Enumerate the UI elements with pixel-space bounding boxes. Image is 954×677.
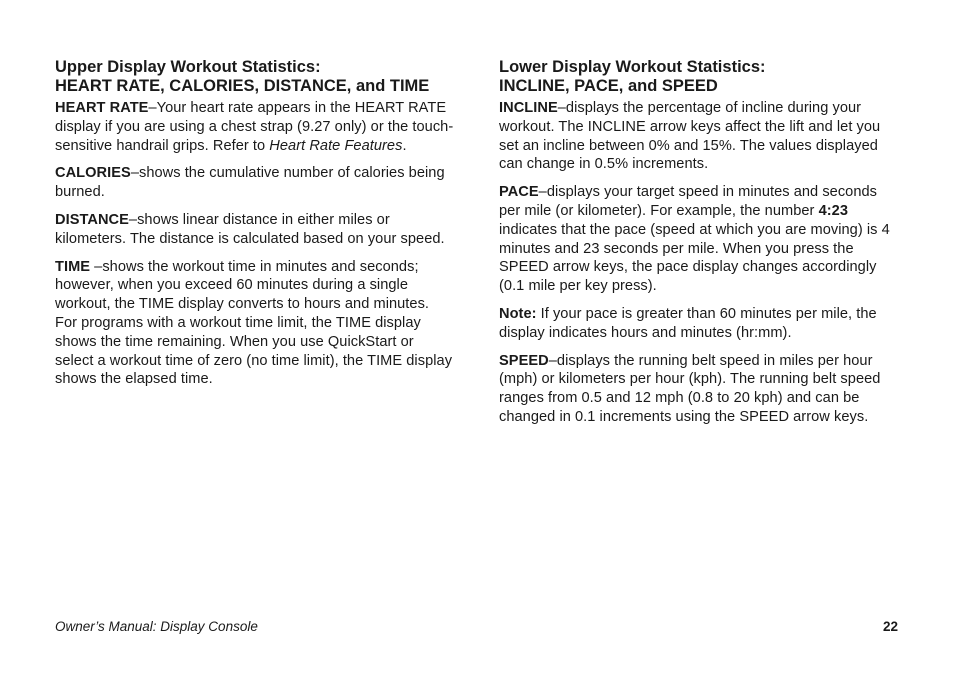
pace-text-2: indicates that the pace (speed at which you are moving) is 4 minutes and 23 seconds per mile. When you press the SPEED arrow keys, the pace display changes accordingly (0.1 mile per key press). <box>499 221 890 295</box>
pace-example: 4:23 <box>818 202 848 219</box>
speed-paragraph <box>499 352 899 427</box>
pace-text-1: –displays your target speed in minutes and seconds per mile (or kilometer). For example, the number <box>499 184 878 219</box>
calories-paragraph <box>55 164 455 202</box>
heart-rate-paragraph <box>55 99 455 155</box>
time-term: TIME <box>55 258 91 275</box>
heading-line-2: HEART RATE, CALORIES, DISTANCE, and TIME <box>55 77 430 95</box>
note-term: Note: <box>499 305 537 322</box>
right-column <box>499 58 899 436</box>
distance-text: –shows linear distance in either miles or kilometers. The distance is calculated based on your speed. <box>55 211 445 247</box>
heart-rate-term: HEART RATE <box>55 100 149 116</box>
left-column <box>55 58 455 398</box>
incline-text: –displays the percentage of incline during your workout. The INCLINE arrow keys affect the lift and let you set an incline between 0% and 15%. The values displayed can change in 0.5% increments. <box>499 100 881 173</box>
heading-line-1: Lower Display Workout Statistics: <box>499 58 766 76</box>
pace-term: PACE <box>499 184 539 201</box>
heart-rate-text: –Your heart rate appears in the HEART RATE display if you are using a chest strap (9.27 only) or the touch-sensitive handrail grips. Refer to <box>55 100 454 154</box>
incline-term: INCLINE <box>499 100 558 116</box>
incline-paragraph <box>499 99 899 174</box>
speed-text: –displays the running belt speed in miles per hour (mph) or kilometers per hour (kph). The running belt speed ranges from 0.5 and 12 mph (0.8 to 20 kph) and can be changed in 0.1 increments using the SPEED arrow keys. <box>499 352 881 425</box>
speed-term: SPEED <box>499 352 549 369</box>
note-text: If your pace is greater than 60 minutes per mile, the display indicates hours and minutes (hr:mm). <box>499 305 877 341</box>
lower-display-heading <box>499 58 899 96</box>
heading-line-1: Upper Display Workout Statistics: <box>55 58 321 76</box>
calories-text: –shows the cumulative number of calories being burned. <box>55 165 445 201</box>
heart-rate-reference: Heart Rate Features <box>269 137 403 154</box>
heart-rate-end: . <box>402 137 407 154</box>
distance-paragraph <box>55 211 455 249</box>
calories-term: CALORIES <box>55 165 131 182</box>
time-text: –shows the workout time in minutes and seconds; however, when you exceed 60 minutes during a single workout, the TIME display converts to hours and minutes. For programs with a workout time limit, the TIME display shows the time remaining. When you use QuickStart or select a workout time of zero (no time limit), the TIME display shows the elapsed time. <box>55 258 453 388</box>
heading-line-2: INCLINE, PACE, and SPEED <box>499 77 718 95</box>
pace-paragraph <box>499 183 899 296</box>
footer-title: Owner’s Manual: Display Console <box>55 619 258 634</box>
note-paragraph <box>499 305 899 343</box>
distance-term: DISTANCE <box>55 211 129 228</box>
page-number: 22 <box>882 619 898 634</box>
upper-display-heading <box>55 58 455 96</box>
time-paragraph <box>55 258 455 390</box>
